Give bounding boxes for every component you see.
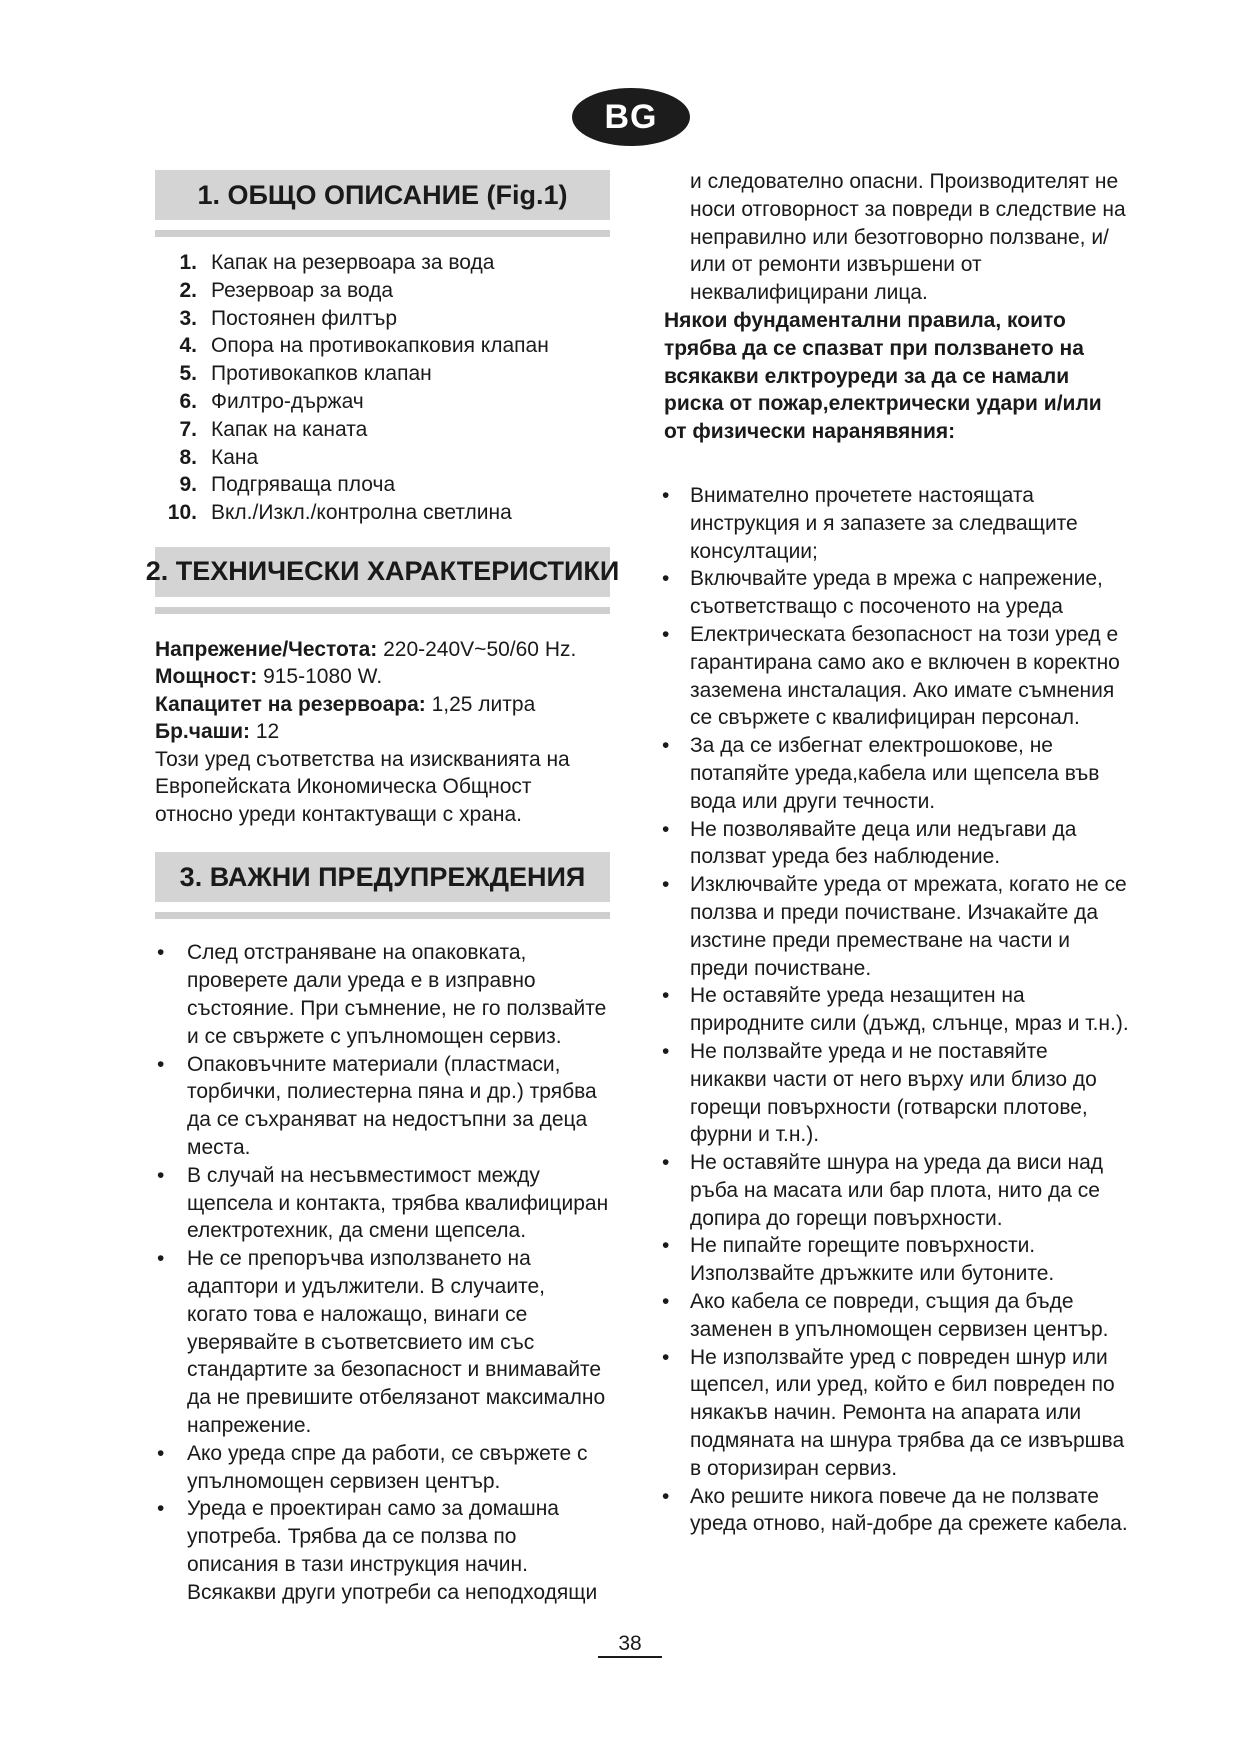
- list-item: • Електрическата безопасност на този уред е гарантирана само ако е включен в коректно заземена инсталация. Ако имате съмнения се свържете с квалифициран персонал.: [662, 622, 1120, 730]
- bullet-icon: •: [662, 1234, 670, 1258]
- list-item: • Не ползвайте уреда и не поставяйте никакви части от него върху или близо до горещи повърхности (готварски плотове, фурни и т.н.).: [662, 1039, 1097, 1147]
- list-item: • Не се препоръчва използването на адаптори и удължители. В случаите, когато това е наложащо, винаги се уверявайте в съответсвието им със стандартите за безопасност и внимавайте да не превишите отбелязанот максимално напрежение.: [157, 1247, 606, 1438]
- warnings-list-left: [155, 939, 610, 1606]
- spec-voltage: Напрежение/Честота: 220-240V~50/60 Hz.: [155, 637, 577, 661]
- continuation-text: и следователно опасни. Производителят не носи отговорност за повреди в следствие на неправилно или безотговорно ползване, и/или от ремонти извършени от неквалифицирани лица.: [690, 170, 1126, 305]
- list-item: • След отстраняване на опаковката, проверете дали уреда е в изправно състояние. При съмнение, не го ползвайте и се свържете с упълномощен сервиз.: [157, 941, 607, 1048]
- bullet-icon: •: [157, 941, 165, 965]
- list-item: • Ако кабела се повреди, същия да бъде заменен в упълномощен сервизен център.: [662, 1290, 1109, 1341]
- list-item: 4. Опора на противокапковия клапан: [179, 334, 549, 358]
- bullet-icon: •: [662, 817, 670, 841]
- section-3-divider: [155, 912, 610, 919]
- section-2-heading: 2. ТЕХНИЧЕСКИ ХАРАКТЕРИСТИКИ: [155, 547, 610, 597]
- bullet-icon: •: [157, 1052, 165, 1076]
- list-item: 9. Подгряваща плоча: [179, 473, 396, 497]
- list-item: 10. Вкл./Изкл./контролна светлина: [167, 501, 512, 525]
- bullet-icon: •: [157, 1247, 165, 1271]
- page-number: 38: [598, 1632, 662, 1658]
- list-item: • В случай на несъвместимост между щепсела и контакта, трябва квалифициран електротехник, да смени щепсела.: [157, 1163, 609, 1243]
- list-item: • Изключвайте уреда от мрежата, когато не се ползва и преди почистване. Изчакайте да изстине преди преместване на части и преди почистване.: [662, 873, 1127, 980]
- parts-list: [155, 249, 610, 527]
- list-item: • Ако решите никога повече да не ползвате уреда отново, най-добре да срежете кабела.: [662, 1484, 1128, 1536]
- bullet-icon: •: [662, 1345, 670, 1369]
- list-item: • Не използвайте уред с повреден шнур или щепсел, или уред, който е бил повреден по някакъв начин. Ремонта на апарата или подмяната на шнура трябва да се извършва в оторизиран сервиз.: [662, 1345, 1125, 1480]
- bullet-icon: •: [662, 567, 670, 591]
- list-item: • Не пипайте горещите повърхности. Използвайте дръжките или бутоните.: [662, 1234, 1055, 1286]
- list-item: 7. Капак на каната: [179, 417, 368, 441]
- bullet-icon: •: [662, 1039, 670, 1063]
- list-item: • Не позволявайте деца или недъгави да ползват уреда без наблюдение.: [662, 817, 1077, 869]
- list-item: • За да се избегнат електрошокове, не потапяйте уреда,кабела или щепсела във вода или други течности.: [662, 734, 1100, 813]
- bullet-icon: •: [662, 1290, 670, 1314]
- list-item: • Внимателно прочетете настоящата инструкция и я запазете за следващите консултации;: [662, 483, 1078, 563]
- warnings-list-right: [660, 482, 1130, 1538]
- right-column: [660, 168, 1130, 1538]
- list-item: 1. Капак на резервоара за вода: [179, 251, 495, 274]
- list-item: 6. Филтро-държач: [179, 389, 364, 413]
- fundamental-rules-heading: Някои фундаментални правила, които трябва да се спазват при ползването на всякакви елктроуреди за да се намали риска от пожар,електрически удари и/или от физически наранявяния:: [664, 308, 1102, 444]
- section-2-divider: [155, 607, 610, 614]
- list-item: 8. Кана: [179, 445, 259, 469]
- bullet-icon: •: [662, 984, 670, 1008]
- spec-capacity: Капацитет на резервоара: 1,25 литра: [155, 692, 536, 716]
- list-item: • Уреда е проектиран само за домашна употреба. Трябва да се ползва по описания в тази инструкция начин. Всякакви други употреби са неподходящи: [157, 1497, 598, 1604]
- list-item: 5. Противокапков клапан: [179, 362, 432, 386]
- bullet-icon: •: [662, 1151, 670, 1175]
- list-item: • Опаковъчните материали (пластмаси, торбички, полиестерна пяна и др.) трябва да се съхраняват на недостъпни за деца места.: [157, 1052, 597, 1160]
- list-item: • Включвайте уреда в мрежа с напрежение, съответстващо с посоченото на уреда: [662, 567, 1103, 619]
- list-item: • Не оставяйте шнура на уреда да виси над ръба на масата или бар плота, нито да се допира до горещи повърхности.: [662, 1151, 1104, 1230]
- left-column: [145, 170, 620, 1607]
- list-item: • Не оставяйте уреда незащитен на природните сили (дъжд, слънце, мраз и т.н.).: [662, 984, 1129, 1036]
- section-3-heading: 3. ВАЖНИ ПРЕДУПРЕЖДЕНИЯ: [155, 852, 610, 902]
- technical-specs: [155, 636, 610, 829]
- bullet-icon: •: [662, 1484, 670, 1508]
- spec-power: Мощност: 915-1080 W.: [155, 665, 383, 689]
- bullet-icon: •: [662, 873, 670, 897]
- section-1-divider: [155, 230, 610, 237]
- list-item: 2. Резервоар за вода: [179, 278, 394, 302]
- bullet-icon: •: [157, 1441, 165, 1465]
- section-1-heading: 1. ОБЩО ОПИСАНИЕ (Fig.1): [155, 170, 610, 220]
- bullet-icon: •: [157, 1163, 165, 1187]
- language-badge: BG: [572, 88, 690, 146]
- bullet-icon: •: [662, 622, 670, 646]
- bullet-icon: •: [662, 483, 670, 507]
- spec-cups: Бр.чаши: 12: [155, 720, 280, 744]
- bullet-icon: •: [157, 1497, 165, 1521]
- list-item: • Ако уреда спре да работи, се свържете с упълномощен сервизен център.: [157, 1441, 588, 1493]
- list-item: 3. Постоянен филтър: [179, 306, 398, 330]
- bullet-icon: •: [662, 734, 670, 758]
- compliance-text: Този уред съответства на изискванията на Европейската Икономическа Общност относно уреди контактуващи с храна.: [155, 747, 570, 826]
